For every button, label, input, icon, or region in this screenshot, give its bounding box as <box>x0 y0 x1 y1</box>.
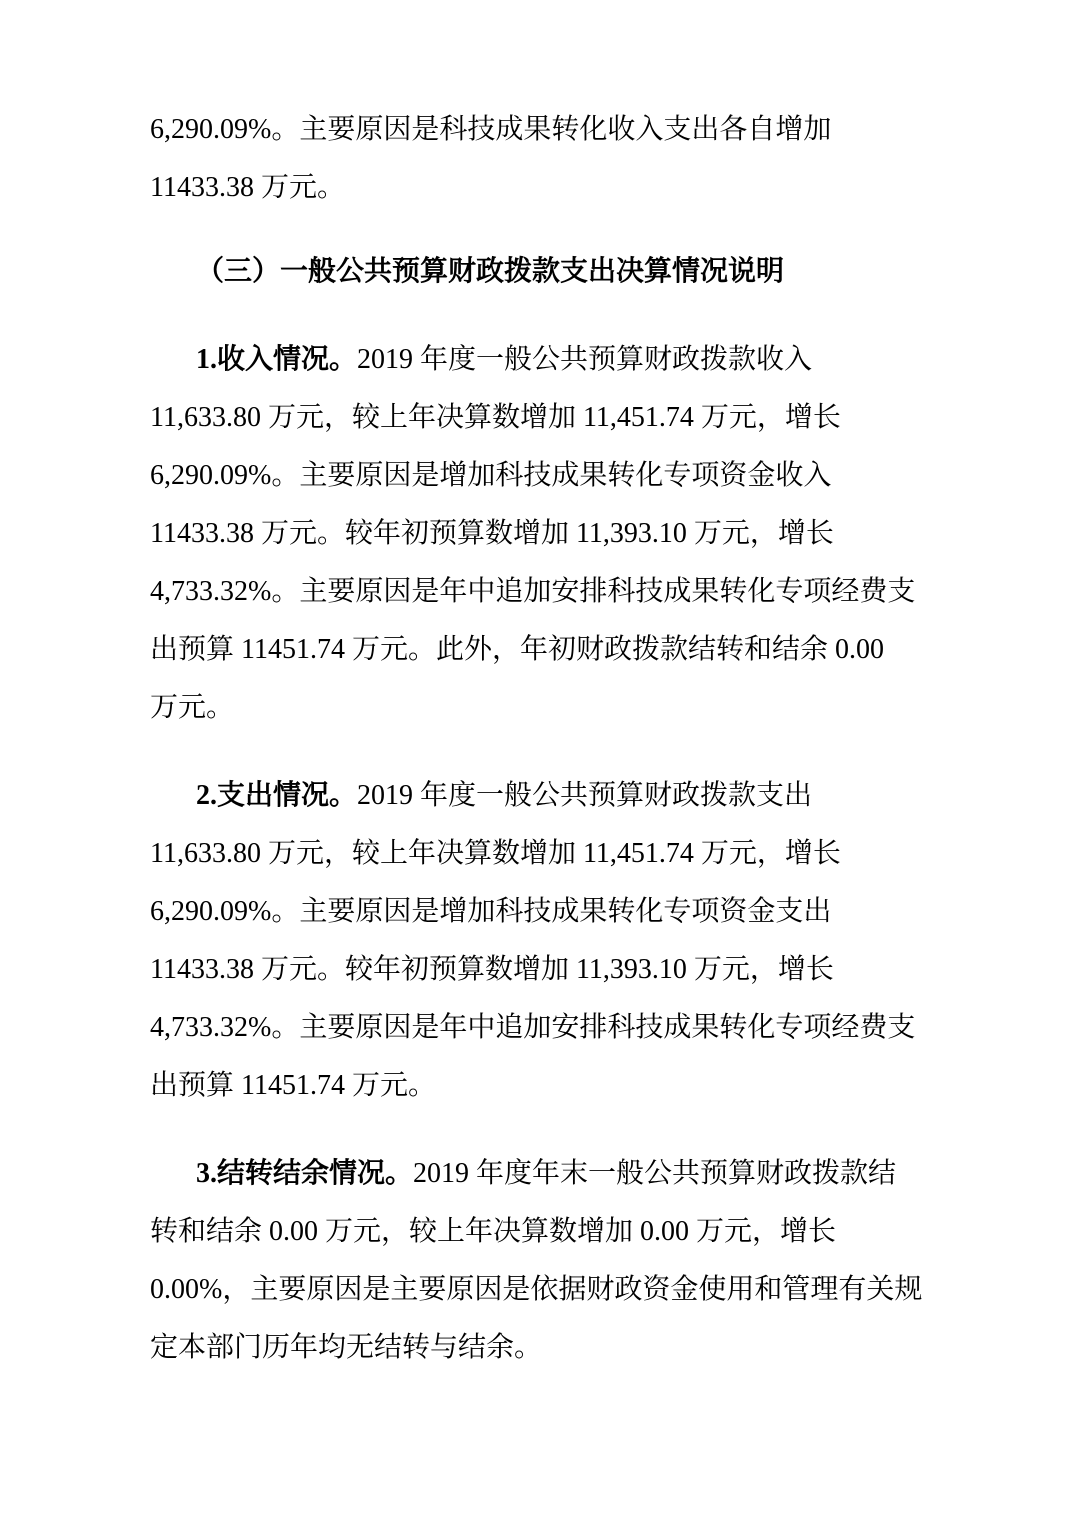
text-line: 11433.38 万元。 <box>150 172 345 203</box>
text-run: 2019 年度年末一般公共预算财政拨款结 <box>413 1158 897 1189</box>
paragraph-continued <box>150 101 924 217</box>
text-line <box>150 1145 924 1203</box>
text-line: 出预算 11451.74 万元。 <box>150 1070 436 1101</box>
text-line: 11,633.80 万元，较上年决算数增加 11,451.74 万元，增长 <box>150 838 841 869</box>
text-line: 4,733.32%。主要原因是年中追加安排科技成果转化专项经费支 <box>150 1012 916 1043</box>
text-line: 万元。 <box>150 692 235 723</box>
text-line: 4,733.32%。主要原因是年中追加安排科技成果转化专项经费支 <box>150 576 916 607</box>
paragraph-expenditure <box>150 767 924 1115</box>
text-line: 11,633.80 万元，较上年决算数增加 11,451.74 万元，增长 <box>150 402 841 433</box>
text-run: 2019 年度一般公共预算财政拨款支出 <box>357 780 813 811</box>
text-line <box>150 331 924 389</box>
text-line: 出预算 11451.74 万元。此外，年初财政拨款结转和结余 0.00 <box>150 634 884 665</box>
text-line: 6,290.09%。主要原因是科技成果转化收入支出各自增加 <box>150 114 832 145</box>
text-run: 2019 年度一般公共预算财政拨款收入 <box>357 344 813 375</box>
text-line: 定本部门历年均无结转与结余。 <box>150 1332 543 1363</box>
paragraph-label: 3.结转结余情况。 <box>196 1158 414 1189</box>
paragraph-income <box>150 331 924 737</box>
text-line: 11433.38 万元。较年初预算数增加 11,393.10 万元，增长 <box>150 518 834 549</box>
section-heading-block <box>150 243 924 301</box>
text-line: 11433.38 万元。较年初预算数增加 11,393.10 万元，增长 <box>150 954 834 985</box>
text-line: 0.00%，主要原因是主要原因是依据财政资金使用和管理有关规 <box>150 1274 923 1305</box>
section-heading: （三）一般公共预算财政拨款支出决算情况说明 <box>196 256 785 287</box>
paragraph-carryover <box>150 1145 924 1377</box>
text-line: 转和结余 0.00 万元，较上年决算数增加 0.00 万元，增长 <box>150 1216 837 1247</box>
paragraph-label: 2.支出情况。 <box>196 780 358 811</box>
text-line <box>150 767 924 825</box>
paragraph-label: 1.收入情况。 <box>196 344 358 375</box>
text-line: 6,290.09%。主要原因是增加科技成果转化专项资金收入 <box>150 460 832 491</box>
text-line: 6,290.09%。主要原因是增加科技成果转化专项资金支出 <box>150 896 832 927</box>
